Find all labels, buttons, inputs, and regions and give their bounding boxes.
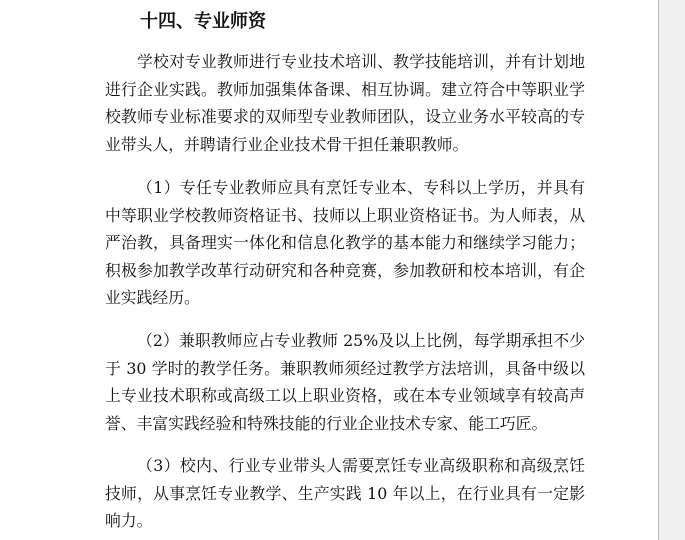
paragraph-1-line-4: 业带头人，并聘请行业企业技术骨干担任兼职教师。: [105, 134, 469, 154]
paragraph-1: [105, 48, 587, 158]
paragraph-2-line-1: （1）专任专业教师应具有烹饪专业本、专科以上学历，并具有: [137, 178, 585, 197]
paragraph-2-line-3: 严治教，具备理实一体化和信息化教学的基本能力和继续学习能力；: [105, 233, 585, 252]
paragraph-1-line-1: 学校对专业教师进行专业技术培训、教学技能培训，并有计划地: [137, 52, 585, 71]
page-outside-background: [659, 0, 685, 540]
paragraph-3: [105, 327, 587, 437]
paragraph-1-line-2: 进行企业实践。教师加强集体备课、相互协调。建立符合中等职业学: [105, 79, 585, 99]
paragraph-2-line-2: 中等职业学校教师资格证书、技师以上职业资格证书。为人师表，从: [105, 205, 585, 225]
paragraph-3-line-1: （2）兼职教师应占专业教师 25%及以上比例，每学期承担不少: [137, 331, 585, 350]
paragraph-4-line-2: 技师，从事烹饪专业教学、生产实践 10 年以上，在行业具有一定影: [105, 483, 585, 503]
paragraph-2: [105, 174, 587, 312]
paragraph-3-line-4: 誉、丰富实践经验和特殊技能的行业企业技术专家、能工巧匠。: [105, 413, 548, 433]
paragraph-4: [105, 452, 587, 535]
paragraph-2-line-5: 业实践经历。: [105, 288, 200, 307]
paragraph-4-line-1: （3）校内、行业专业带头人需要烹饪专业高级职称和高级烹饪: [137, 456, 585, 475]
section-heading: 十四、专业师资: [140, 11, 266, 32]
paragraph-3-line-3: 上专业技术职称或高级工以上职业资格，或在本专业领域享有较高声: [105, 386, 585, 405]
paragraph-1-line-3: 校教师专业标准要求的双师型专业教师团队，设立业务水平较高的专: [105, 107, 585, 126]
paragraph-2-line-4: 积极参加教学改革行动研究和各种竞赛，参加教研和校本培训，有企: [105, 260, 585, 280]
paragraph-3-line-2: 于 30 学时的教学任务。兼职教师须经过教学方法培训，具备中级以: [105, 358, 585, 378]
paragraph-4-line-3: 响力。: [105, 511, 153, 530]
